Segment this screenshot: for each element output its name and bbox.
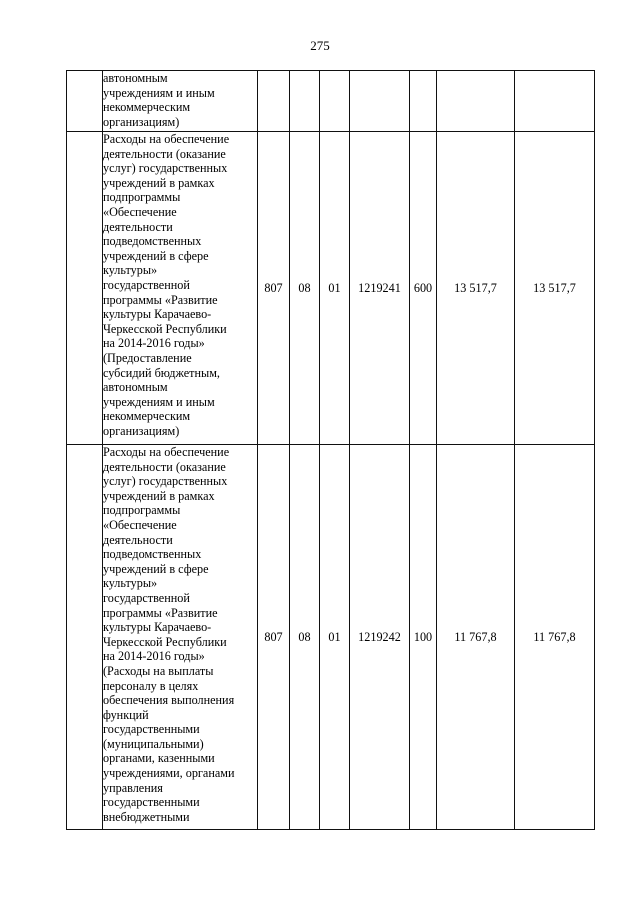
target-code xyxy=(350,71,410,132)
section-code xyxy=(290,71,320,132)
ministry-code: 807 xyxy=(258,132,290,445)
amount-1: 11 767,8 xyxy=(437,445,515,830)
table-row xyxy=(67,132,595,445)
table-row xyxy=(67,71,595,132)
amount-1 xyxy=(437,71,515,132)
expense-type-code: 100 xyxy=(410,445,437,830)
target-code: 1219242 xyxy=(350,445,410,830)
row-number-cell xyxy=(67,445,103,830)
row-description: Расходы на обеспечение деятельности (оказание услуг) государственных учреждений в рамках подпрограммы «Обеспечение деятельности подведомственных учреждений в сфере культуры» государственной программы «Развитие культуры Карачаево- Черкесской Республики на 2014-2016 годы» (Расходы на выплаты персоналу в целях обеспечения выполнения функций государственными (муниципальными) органами, казенными учреждениями, органами управления государственными внебюджетными xyxy=(103,445,258,830)
amount-2 xyxy=(515,71,595,132)
row-description: Расходы на обеспечение деятельности (оказание услуг) государственных учреждений в рамках подпрограммы «Обеспечение деятельности подведомственных учреждений в сфере культуры» государственной программы «Развитие культуры Карачаево- Черкесской Республики на 2014-2016 годы» (Предоставление субсидий бюджетным, автономным учреждениям и иным некоммерческим организациям) xyxy=(103,132,258,445)
expense-type-code: 600 xyxy=(410,132,437,445)
target-code: 1219241 xyxy=(350,132,410,445)
amount-1: 13 517,7 xyxy=(437,132,515,445)
subsection-code: 01 xyxy=(320,445,350,830)
ministry-code: 807 xyxy=(258,445,290,830)
ministry-code xyxy=(258,71,290,132)
table-row xyxy=(67,445,595,830)
amount-2: 11 767,8 xyxy=(515,445,595,830)
row-number-cell xyxy=(67,132,103,445)
row-description: автономным учреждениям и иным некоммерческим организациям) xyxy=(103,71,258,132)
budget-table xyxy=(66,70,595,830)
expense-type-code xyxy=(410,71,437,132)
section-code: 08 xyxy=(290,132,320,445)
subsection-code: 01 xyxy=(320,132,350,445)
section-code: 08 xyxy=(290,445,320,830)
page-number: 275 xyxy=(310,38,330,53)
subsection-code xyxy=(320,71,350,132)
row-number-cell xyxy=(67,71,103,132)
amount-2: 13 517,7 xyxy=(515,132,595,445)
